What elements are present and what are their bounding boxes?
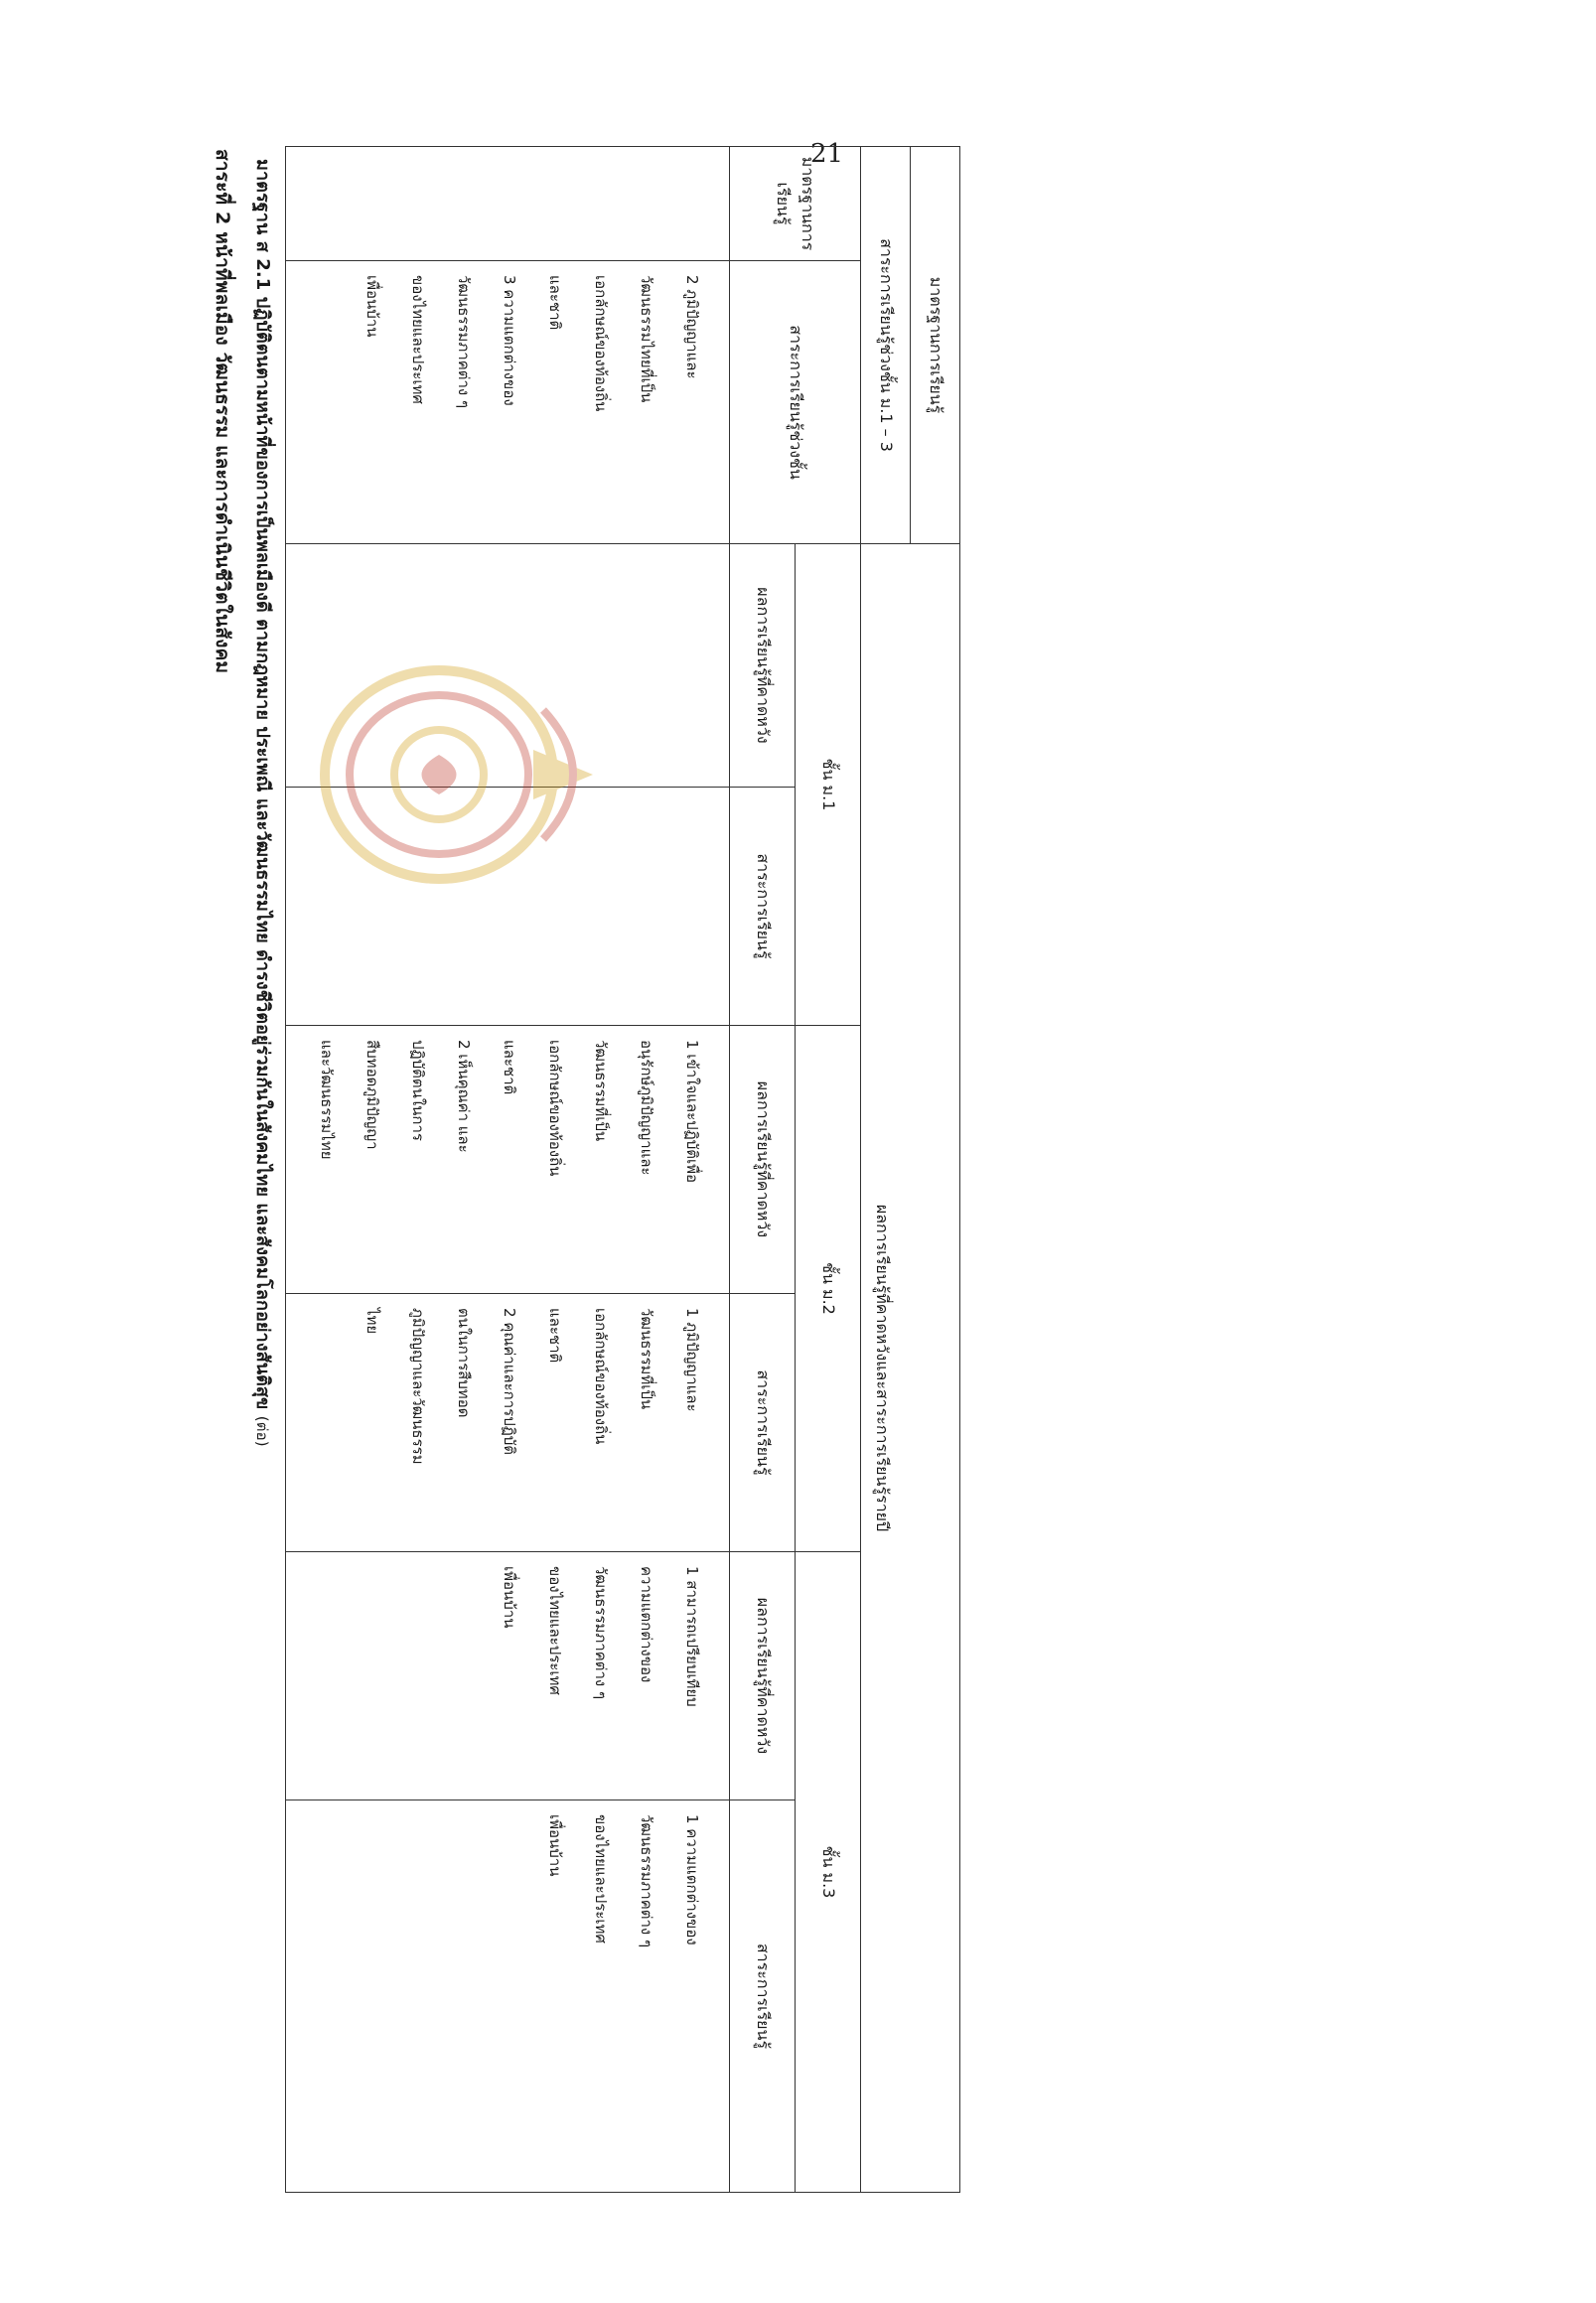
list-item: และชาติ	[546, 1308, 564, 1364]
list-item: อนุรักษ์ภูมิปัญญาและ	[638, 1040, 655, 1176]
curriculum-table	[285, 146, 960, 2193]
grade-m1-header: ชั้น ม.1	[796, 544, 861, 1026]
m2-outcome-cell	[286, 1026, 730, 1294]
list-item: ภูมิปัญญาและวัฒนธรรม	[409, 1308, 427, 1465]
list-item: 1 ภูมิปัญญาและ	[683, 1308, 701, 1412]
list-item: 2 คุณค่าและการปฏิบัติ	[501, 1308, 518, 1456]
list-item: 3 ความแตกต่างของ	[501, 275, 518, 406]
list-item: วัฒนธรรมภาคต่าง ๆ	[592, 1566, 610, 1700]
list-item: ของไทยและประเทศ	[546, 1566, 564, 1695]
m1-content-header: สาระการเรียนรู้	[730, 788, 796, 1026]
list-item: 1 ความแตกต่างของ	[683, 1814, 701, 1945]
expected-outcomes-group-header: ผลการเรียนรู้ที่คาดหวังและสาระการเรียนรู้รายปี	[861, 544, 960, 2193]
watermark-seal-icon	[305, 650, 603, 899]
core-content-cell	[286, 261, 730, 544]
list-item: เพื่อนบ้าน	[546, 1814, 564, 1877]
m1-outcome-header: ผลการเรียนรู้ที่คาดหวัง	[730, 544, 796, 788]
grade-m3-header: ชั้น ม.3	[796, 1552, 861, 2193]
standard-cell	[286, 147, 730, 261]
list-item: วัฒนธรรมที่เป็น	[638, 1308, 655, 1410]
list-item: เพื่อนบ้าน	[363, 275, 381, 338]
list-item: เพื่อนบ้าน	[501, 1566, 518, 1629]
page-number: 21	[810, 139, 844, 169]
list-item: วัฒนธรรมที่เป็น	[592, 1040, 610, 1142]
core-content-group-header: สาระการเรียนรู้ช่วงชั้น ม.1 – 3	[861, 147, 911, 544]
list-item: 1 สามารถเปรียบเทียบ	[683, 1566, 701, 1707]
list-item: และวัฒนธรรมไทย	[318, 1040, 336, 1160]
list-item: ของไทยและประเทศ	[409, 275, 427, 404]
m3-content-cell	[286, 1800, 730, 2193]
list-item: เอกลักษณ์ของท้องถิ่น	[592, 275, 610, 412]
list-item: สืบทอดภูมิปัญญา	[363, 1040, 381, 1150]
m3-outcome-header: ผลการเรียนรู้ที่คาดหวัง	[730, 1552, 796, 1800]
list-item: ตนในการสืบทอด	[455, 1308, 473, 1418]
table-row	[286, 147, 730, 2193]
list-item: 1 เข้าใจและปฏิบัติเพื่อ	[683, 1040, 701, 1184]
list-item: และชาติ	[546, 275, 564, 331]
m2-outcome-header: ผลการเรียนรู้ที่คาดหวัง	[730, 1026, 796, 1294]
standard-group-header: มาตรฐานการเรียนรู้	[911, 147, 960, 544]
m2-content-cell	[286, 1294, 730, 1552]
m2-content-header: สาระการเรียนรู้	[730, 1294, 796, 1552]
list-item: วัฒนธรรมภาคต่าง ๆ	[638, 1814, 655, 1948]
list-item: วัฒนธรรมภาคต่าง ๆ	[455, 275, 473, 409]
list-item: ความแตกต่างของ	[638, 1566, 655, 1683]
list-item: 2 เห็นคุณค่า และ	[455, 1040, 473, 1153]
list-item: ของไทยและประเทศ	[592, 1814, 610, 1943]
m3-outcome-cell	[286, 1552, 730, 1800]
list-item: 2 ภูมิปัญญาและ	[683, 275, 701, 379]
standard-text: มาตรฐาน ส 2.1 ปฏิบัติตนตามหน้าที่ของการเป็นพลเมืองดี ตามกฎหมาย ประเพณี และวัฒนธรรมไทย ดำรงชีวิตอยู่ร่วมกันในสังคมไทย และสังคมโลกอย่างสันติสุข	[252, 159, 273, 1410]
list-item: ปฏิบัติตนในการ	[409, 1040, 427, 1141]
list-item: เอกลักษณ์ของท้องถิ่น	[546, 1040, 564, 1177]
subject-heading: สาระที่ 2 หน้าที่พลเมือง วัฒนธรรม และการดำเนินชีวิตในสังคม	[212, 149, 233, 674]
list-item: และชาติ	[501, 1040, 518, 1095]
standard-heading	[249, 159, 278, 1447]
list-item: วัฒนธรรมไทยที่เป็น	[638, 275, 655, 403]
m3-content-header: สาระการเรียนรู้	[730, 1800, 796, 2193]
standard-column-header: มาตรฐานการเรียนรู้	[730, 147, 861, 261]
list-item: ไทย	[363, 1308, 381, 1335]
list-item: เอกลักษณ์ของท้องถิ่น	[592, 1308, 610, 1445]
continued-label: (ต่อ)	[253, 1415, 271, 1447]
core-content-column-header: สาระการเรียนรู้ช่วงชั้น	[730, 261, 861, 544]
grade-m2-header: ชั้น ม.2	[796, 1026, 861, 1552]
